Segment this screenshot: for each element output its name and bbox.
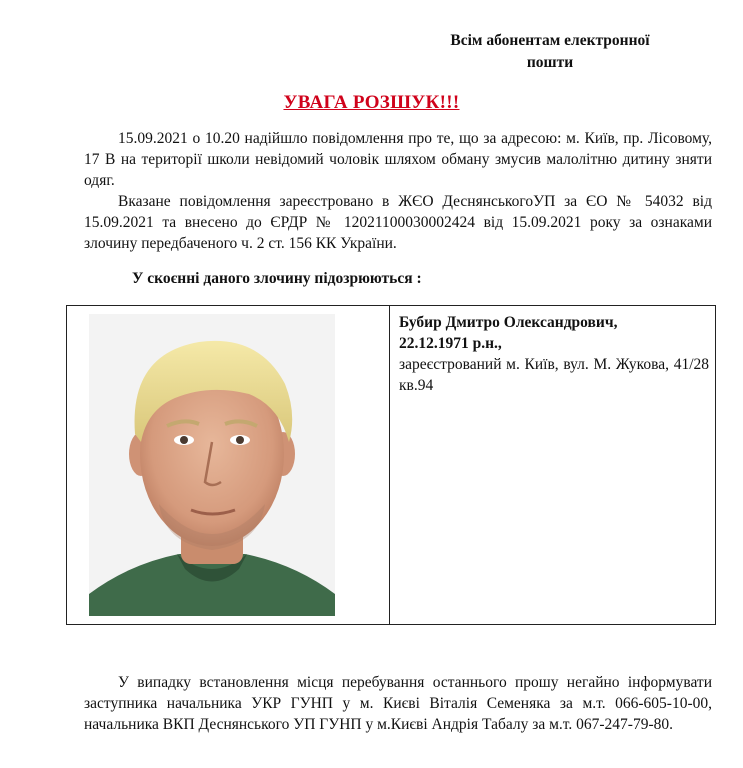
suspect-table bbox=[66, 305, 716, 625]
recipients-heading bbox=[420, 30, 680, 74]
contact-paragraph: У випадку встановлення місця перебування останнього прошу негайно інформувати заступника начальника УКР ГУНП у м. Києві Віталія Семеняка за м.т. 066-605-10-00, начальника ВКП Деснянського УП ГУНП у м.Києві Андрія Табалу за м.т. 067-247-79-80. bbox=[84, 674, 712, 733]
recipients-line2: пошти bbox=[526, 54, 574, 71]
suspect-name: Бубир Дмитро Олександрович, bbox=[399, 314, 618, 331]
suspect-birth-date: 22.12.1971 р.н., bbox=[399, 335, 502, 352]
wanted-title: УВАГА РОЗШУК!!! bbox=[283, 92, 460, 113]
report-paragraph-2: Вказане повідомлення зареєстровано в ЖЄО ДеснянськогоУП за ЄО № 54032 від 15.09.2021 та внесено до ЄРДР № 12021100030002424 від 15.09.2021 року за ознаками злочину передбаченого ч. 2 ст. 156 КК України. bbox=[84, 193, 712, 252]
table-divider bbox=[389, 306, 390, 624]
suspect-photo bbox=[89, 314, 335, 616]
suspect-address: зареєстрований м. Київ, вул. М. Жукова, 41/28 кв.94 bbox=[399, 356, 709, 394]
suspect-info bbox=[399, 312, 709, 396]
recipients-line1: Всім абонентам електронної bbox=[450, 32, 650, 49]
suspect-photo-image bbox=[89, 314, 335, 616]
suspect-intro: У скоєнні даного злочину підозрюються : bbox=[132, 270, 422, 287]
report-paragraph-1: 15.09.2021 о 10.20 надійшло повідомлення про те, що за адресою: м. Київ, пр. Лісовому, 17 В на території школи невідомий чоловік шляхом обману змусив малолітню дитину зняти одяг. bbox=[84, 130, 712, 189]
